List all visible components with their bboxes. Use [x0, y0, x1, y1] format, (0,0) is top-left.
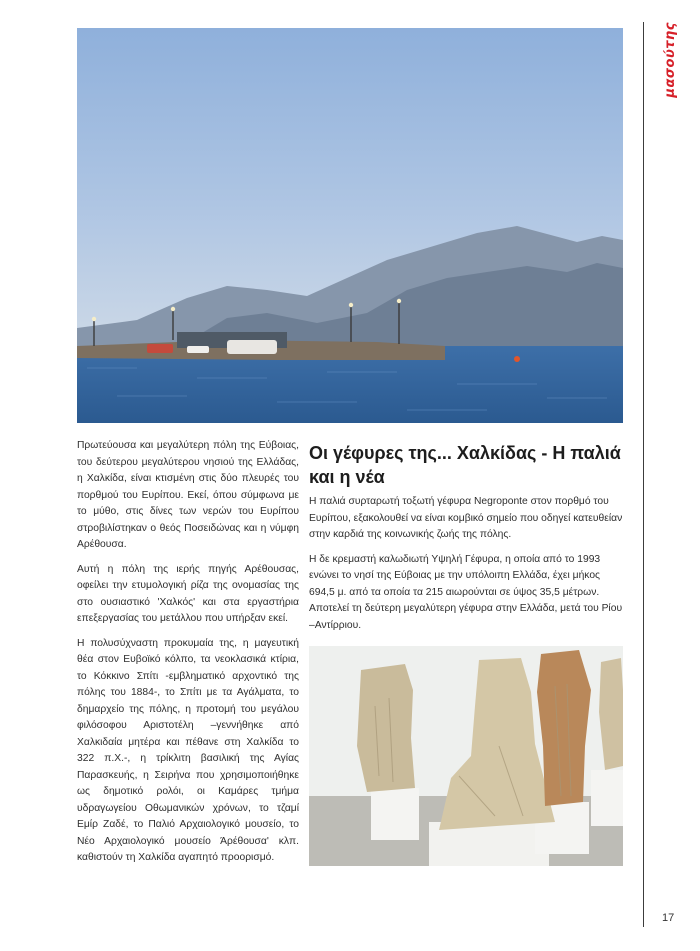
- buoy: [514, 356, 520, 362]
- left-column: [77, 438, 299, 875]
- page-number: 17: [662, 912, 675, 924]
- boat-small: [187, 346, 209, 353]
- right-paragraph-2: Η δε κρεμαστή καλωδιωτή Υψηλή Γέφυρα, η οποία από το 1993 ενώνει το νησί της Εύβοιας με την υπόλοιπη Ελλάδα, έχει μήκος 694,5 μ. από τα οποία τα 215 αιωρούνται σε ύψος 35,5 μέτρων. Αποτελεί τη δεύτερη μεγαλύτερη γέφυρα στην Ελλάδα, μετά του Ρίου –Αντίρριου.: [309, 553, 623, 631]
- left-paragraph-3: Η πολυσύχναστη προκυμαία της, η μαγευτική θέα στον Ευβοϊκό κόλπο, τα νεοκλασικά κτίρια, το Κόκκινο Σπίτι -εμβληματικό αρχοντικό της πόλης του 1884-, το Σπίτι με τα Αγάλματα, το δημαρχείο της πόλης, η προτομή του μεγάλου φιλόσοφου Αριστοτέλη –γεννήθηκε από Χαλκιδαία μητέρα και πέθανε στη Χαλκίδα το 322 π.Χ.-, η τρίκλιτη βασιλική της Αγίας Παρασκευής, η Σειρήνα που χρησιμοποιήθηκε ως δημοτικό ρολόι, οι Καμάρες τμήμα υδραγωγείου Οθωμανικών χρόνων, το τζαμί Εμίρ Ζαδέ, το Παλιό Αρχαιολογικό μουσείο, το Νέο Αρχαιολογικό μουσείο Άρέθουσα' κλπ. καθιστούν τη Χαλκίδα αγαπητό προορισμό.: [77, 637, 299, 863]
- left-paragraph-1: Πρωτεύουσα και μεγαλύτερη πόλη της Εύβοιας, του δεύτερου μεγαλύτερου νησιού της Ελλάδας, η Χαλκίδα, είναι κτισμένη στις δύο πλευρές του πορθμού του Ευρίπου. Εκεί, όπου σύμφωνα με το μύθο, στις δίνες των νερών του Ευρίπου στροβιλίστηκαν ο θεός Ποσειδώνας και η νύμφη Αρέθουσα.: [77, 440, 299, 550]
- bridges-heading: Οι γέφυρες της... Χαλκίδας - Η παλιά και η νέα: [309, 443, 621, 487]
- brand-logo-text: μασούτης: [662, 22, 678, 98]
- right-paragraph-1: Η παλιά συρταρωτή τοξωτή γέφυρα Negroponte στον πορθμό του Ευρίπου, εξακολουθεί να είναι κομβικό σημείο που οδηγεί κατευθείαν στην καρδιά της κοινωνικής ζωής της πόλης.: [309, 496, 623, 540]
- vertical-divider: [643, 22, 644, 927]
- boat-red: [147, 344, 173, 353]
- boat-large: [227, 340, 277, 354]
- pedestal-left: [371, 788, 419, 840]
- harbor-photo: [77, 28, 623, 423]
- museum-statues-photo: [309, 646, 623, 866]
- brand-logo: [650, 22, 690, 122]
- left-paragraph-2: Αυτή η πόλη της ιερής πηγής Αρέθουσας, οφείλει την ετυμολογική ρίζα της ονομασίας της στο ουσιαστικό 'Χαλκός' και στα εργαστήρια επεξεργασίας του μετάλλου που υπήρξαν εκεί.: [77, 563, 299, 624]
- statue-left: [357, 664, 415, 792]
- statue-right: [537, 650, 591, 806]
- pedestal-far-right: [591, 770, 623, 826]
- right-column: [309, 438, 623, 642]
